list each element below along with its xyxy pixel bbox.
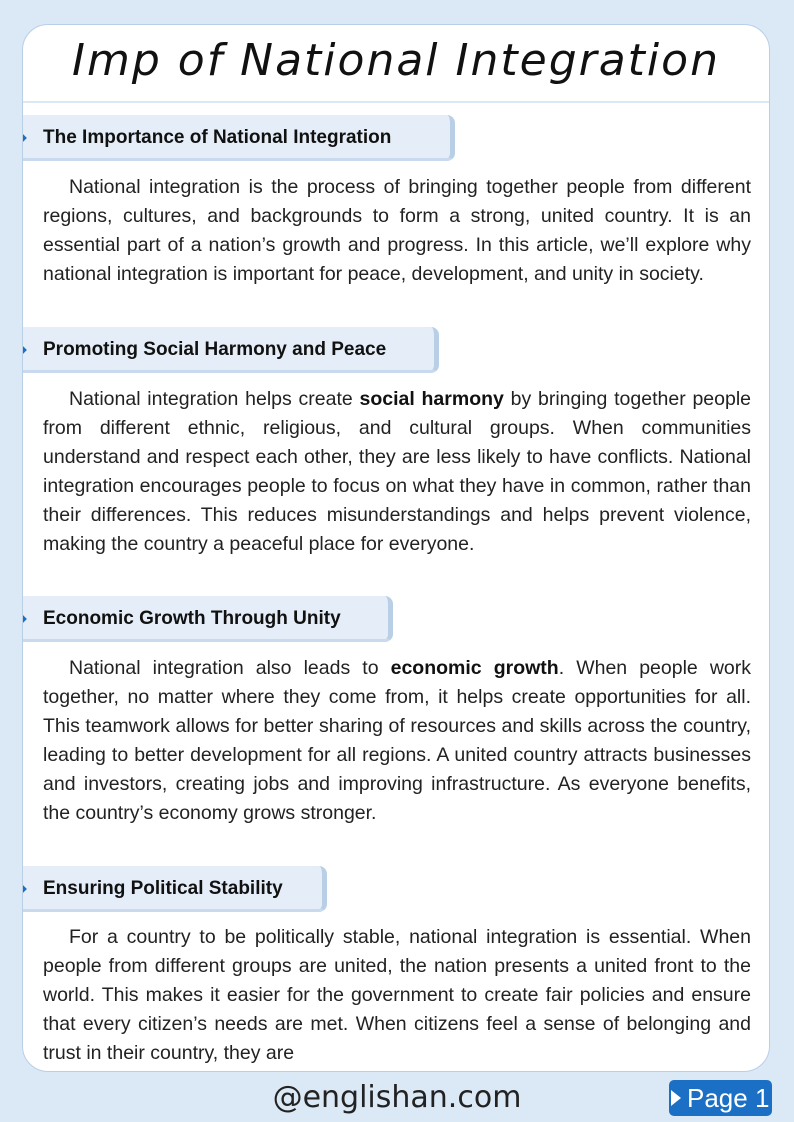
paragraph-bold-text: economic growth — [390, 657, 559, 679]
section-heading-political-stability — [23, 866, 327, 912]
section-heading-text: Economic Growth Through Unity — [43, 608, 341, 629]
diamond-bullet-icon — [22, 879, 27, 899]
paragraph-text: by bringing together people from different ethnic, religious, and cultural groups. When communities understand and respect each other, they are less likely to have conflicts. National integration encourages people to focus on what they have in common, rather than their differences. This reduces misunderstandings and helps prevent violence, making the country a peaceful place for everyone. — [43, 388, 752, 555]
footer-site-link[interactable]: @englishan.com — [272, 1080, 522, 1115]
section-heading-importance — [23, 115, 455, 161]
document-card — [22, 24, 770, 1072]
section-heading-text: Promoting Social Harmony and Peace — [43, 339, 387, 360]
paragraph-text: . When people work together, no matter where they come from, it helps create opportunities for all. This teamwork allows for better sharing of resources and skills across the country, leading to better development for all regions. A united country attracts businesses and investors, creating jobs and improving infrastructure. As everyone benefits, the country’s economy grows stronger. — [43, 657, 751, 824]
title-divider — [23, 101, 769, 103]
section-paragraph — [43, 923, 751, 1068]
paragraph-bold-text: social harmony — [359, 388, 504, 410]
section-heading-social-harmony — [23, 327, 439, 373]
page-number-badge — [669, 1080, 772, 1116]
page-number-label: Page 1 — [687, 1083, 770, 1113]
section-paragraph — [43, 173, 751, 289]
page-title: Imp of National Integration — [72, 35, 720, 86]
paragraph-text: National integration helps create — [69, 388, 360, 410]
diamond-bullet-icon — [22, 609, 27, 629]
arrow-right-icon — [671, 1090, 681, 1106]
section-heading-text: Ensuring Political Stability — [43, 878, 283, 899]
paragraph-text: For a country to be politically stable, national integration is essential. When people from different groups are united, the nation presents a united front to the world. This makes it easier for the government to create fair policies and ensure that every citizen’s needs are met. When citizens feel a sense of belonging and trust in their country, they are — [43, 926, 751, 1064]
paragraph-text: National integration also leads to — [69, 657, 391, 679]
section-paragraph — [43, 654, 751, 828]
diamond-bullet-icon — [22, 128, 27, 148]
section-heading-text: The Importance of National Integration — [43, 127, 392, 148]
diamond-bullet-icon — [22, 340, 27, 360]
paragraph-text: National integration is the process of bringing together people from different regions, cultures, and backgrounds to form a strong, united country. It is an essential part of a nation’s growth and progress. In this article, we’ll explore why national integration is important for peace, development, and unity in society. — [43, 176, 751, 285]
section-heading-economic-growth — [23, 596, 393, 642]
section-paragraph — [43, 385, 751, 559]
